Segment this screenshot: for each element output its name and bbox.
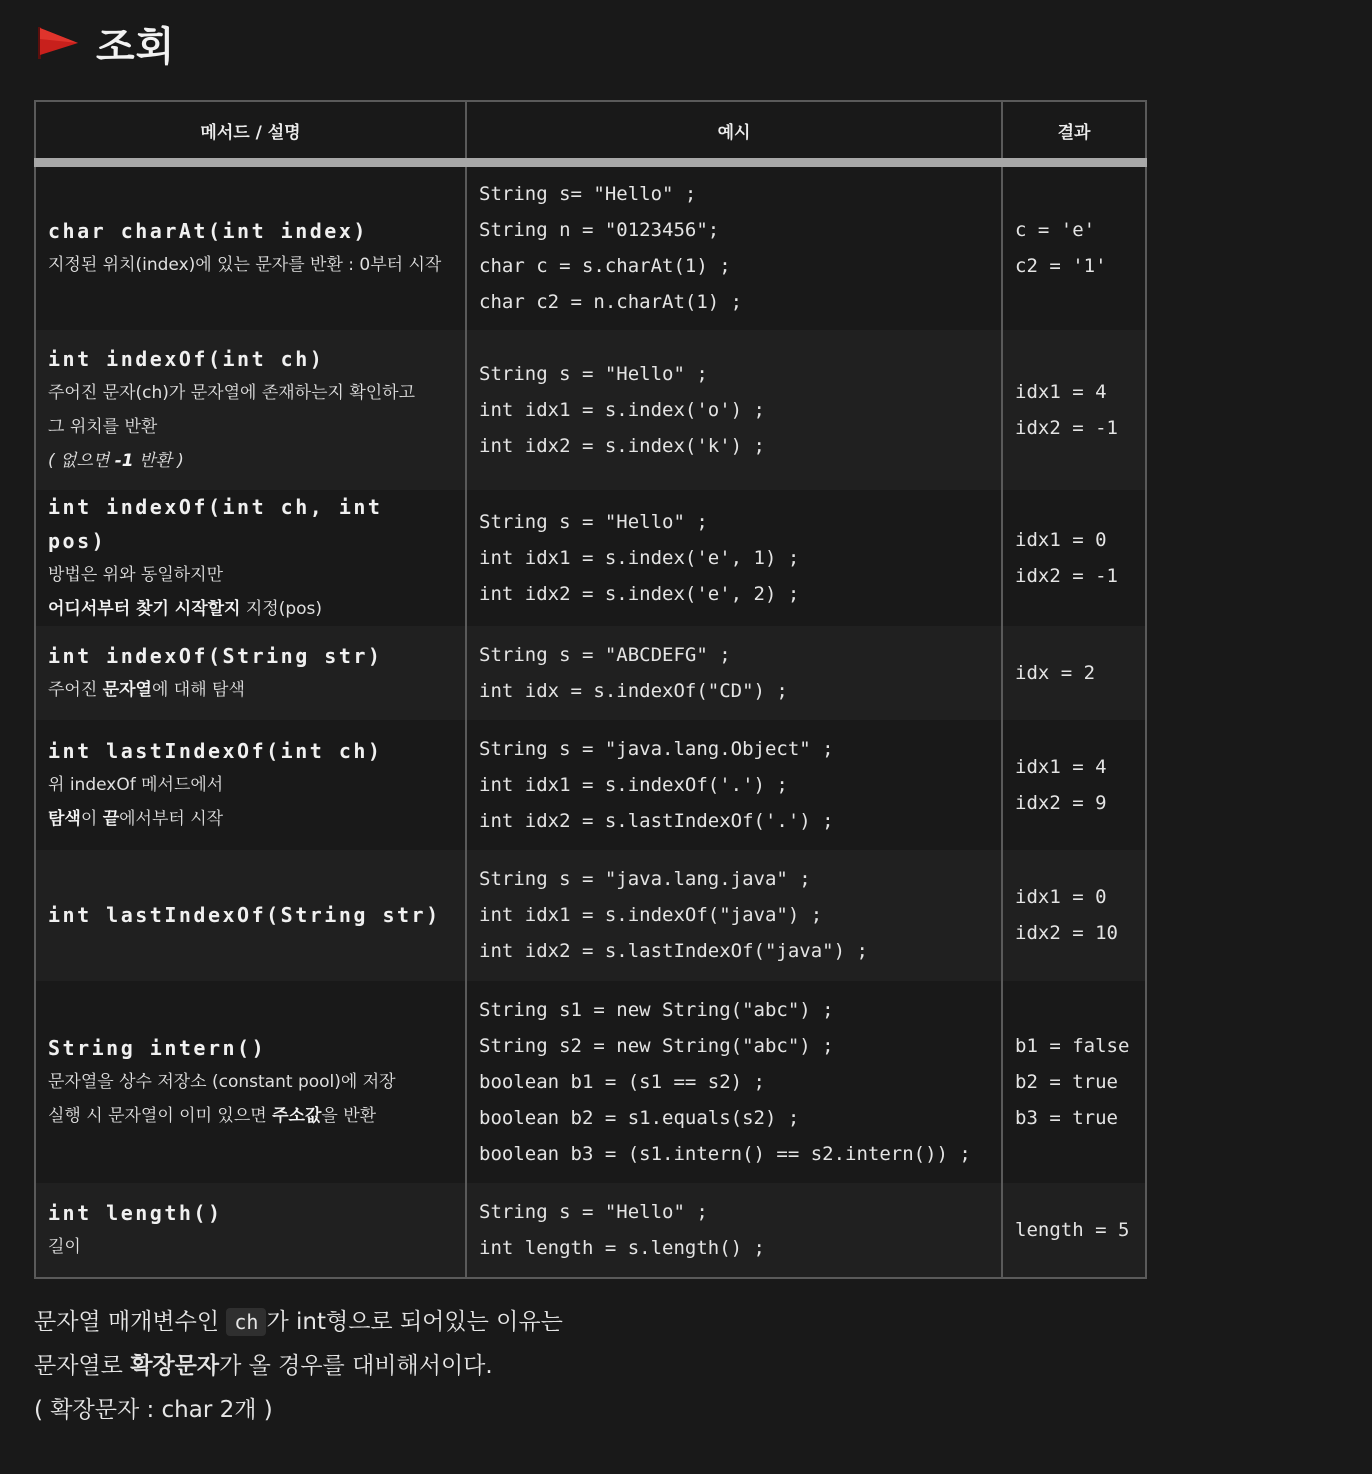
code-line: int idx1 = s.indexOf('.') ; <box>479 773 788 796</box>
result-line: idx2 = -1 <box>1015 416 1118 439</box>
code-line: int idx2 = s.index('k') ; <box>479 434 765 457</box>
method-signature: int lastIndexOf(int ch) <box>48 738 383 763</box>
result-cell <box>1002 850 1146 981</box>
result-line: idx1 = 4 <box>1015 380 1107 403</box>
footer-bold: 확장문자 <box>130 1353 220 1379</box>
header-result: 결과 <box>1002 101 1146 163</box>
method-description: 문자열을 상수 저장소 (constant pool)에 저장 <box>48 1071 396 1092</box>
footer-line <box>34 1300 563 1344</box>
method-signature: String intern() <box>48 1035 267 1060</box>
desc-bold: 주소값 <box>272 1105 322 1126</box>
method-description: 지정된 위치(index)에 있는 문자를 반환 : 0부터 시작 <box>48 255 442 276</box>
code-line: boolean b2 = s1.equals(s2) ; <box>479 1106 800 1129</box>
result-cell <box>1002 626 1146 720</box>
header-method: 메서드 / 설명 <box>35 101 466 163</box>
red-flag-icon <box>36 25 80 61</box>
example-cell <box>466 1183 1002 1278</box>
result-cell <box>1002 163 1146 330</box>
footer-text: 문자열로 <box>34 1353 131 1379</box>
result-line: b3 = true <box>1015 1106 1118 1129</box>
desc-bold: 어디서부터 찾기 시작할지 <box>48 598 241 619</box>
header-example: 예시 <box>466 101 1002 163</box>
code-line: int idx = s.indexOf("CD") ; <box>479 679 788 702</box>
result-cell <box>1002 981 1146 1183</box>
code-line: char c = s.charAt(1) ; <box>479 255 731 278</box>
example-cell <box>466 720 1002 850</box>
method-signature: int indexOf(int ch, int pos) <box>48 494 383 553</box>
method-cell <box>35 330 466 490</box>
result-cell <box>1002 720 1146 850</box>
code-line: String s1 = new String("abc") ; <box>479 998 834 1021</box>
code-line: String s = "Hello" ; <box>479 362 708 385</box>
method-cell <box>35 490 466 626</box>
code-line: int idx2 = s.lastIndexOf("java") ; <box>479 940 868 962</box>
code-line: String s = "java.lang.Object" ; <box>479 737 834 760</box>
desc-post: 에서부터 시작 <box>119 808 224 829</box>
footer-line <box>34 1344 563 1388</box>
result-line: idx2 = -1 <box>1015 564 1118 587</box>
result-line: idx1 = 0 <box>1015 886 1107 908</box>
table-row <box>35 163 1146 330</box>
table-header-row <box>35 101 1146 163</box>
result-line: idx = 2 <box>1015 661 1096 684</box>
method-note <box>48 444 453 478</box>
result-line: idx1 = 0 <box>1015 528 1107 551</box>
page-heading <box>36 18 175 68</box>
page-title: 조회 <box>96 23 176 70</box>
result-cell <box>1002 490 1146 626</box>
code-line: char c2 = n.charAt(1) ; <box>479 291 743 314</box>
method-signature: char charAt(int index) <box>48 219 368 244</box>
method-description: 길이 <box>48 1236 81 1257</box>
example-cell <box>466 850 1002 981</box>
method-description <box>48 802 453 836</box>
result-line: length = 5 <box>1015 1218 1130 1241</box>
code-line: int idx2 = s.index('e', 2) ; <box>479 582 800 605</box>
footer-notes <box>34 1300 563 1432</box>
table-row <box>35 981 1146 1183</box>
result-line: c = 'e' <box>1015 219 1096 242</box>
result-line: idx2 = 10 <box>1015 922 1118 944</box>
desc-mid: 이 <box>80 808 103 829</box>
method-description <box>48 592 453 626</box>
method-signature: int lastIndexOf(String str) <box>48 903 441 927</box>
code-line: int idx1 = s.index('o') ; <box>479 398 765 421</box>
code-line: String s = "java.lang.java" ; <box>479 868 811 890</box>
method-cell <box>35 626 466 720</box>
example-cell <box>466 490 1002 626</box>
example-cell <box>466 163 1002 330</box>
result-line: b2 = true <box>1015 1070 1118 1093</box>
code-line: String n = "0123456"; <box>479 219 720 242</box>
method-description <box>48 673 453 707</box>
desc-bold: 탐색 <box>48 808 81 829</box>
method-signature: int indexOf(int ch) <box>48 346 325 371</box>
result-cell <box>1002 1183 1146 1278</box>
table-row <box>35 626 1146 720</box>
example-cell <box>466 330 1002 490</box>
desc-pre: 주어진 <box>48 679 103 700</box>
code-line: int idx1 = s.index('e', 1) ; <box>479 546 800 569</box>
desc-post: 을 반환 <box>321 1105 377 1126</box>
code-line: String s= "Hello" ; <box>479 183 697 206</box>
table-row <box>35 850 1146 981</box>
desc-bold: 문자열 <box>102 679 152 700</box>
method-description: 위 indexOf 메서드에서 <box>48 774 224 795</box>
method-cell <box>35 163 466 330</box>
code-line: String s = "ABCDEFG" ; <box>479 643 731 666</box>
code-line: int idx1 = s.indexOf("java") ; <box>479 904 823 926</box>
table-row <box>35 720 1146 850</box>
desc-post: 에 대해 탐색 <box>151 679 245 700</box>
desc-pre: 실행 시 문자열이 이미 있으면 <box>48 1105 273 1126</box>
note-close: 반환 ) <box>133 450 184 471</box>
result-line: idx2 = 9 <box>1015 791 1107 814</box>
method-cell <box>35 720 466 850</box>
desc-bold: 끝 <box>102 808 120 829</box>
method-cell <box>35 981 466 1183</box>
code-line: boolean b1 = (s1 == s2) ; <box>479 1070 765 1093</box>
method-cell <box>35 1183 466 1278</box>
desc-rest: 지정(pos) <box>240 598 323 619</box>
example-cell <box>466 626 1002 720</box>
result-line: b1 = false <box>1015 1034 1130 1057</box>
code-line: String s2 = new String("abc") ; <box>479 1034 834 1057</box>
code-line: int idx2 = s.lastIndexOf('.') ; <box>479 809 834 832</box>
code-line: boolean b3 = (s1.intern() == s2.intern()) ; <box>479 1142 971 1165</box>
string-methods-table <box>34 100 1147 1279</box>
method-description <box>48 1099 453 1133</box>
table-row <box>35 490 1146 626</box>
footer-text: 가 올 경우를 대비해서이다. <box>219 1353 493 1379</box>
table-row <box>35 330 1146 490</box>
method-description: 방법은 위와 동일하지만 <box>48 564 224 585</box>
method-signature: int indexOf(String str) <box>48 643 383 668</box>
footer-text: 문자열 매개변수인 <box>34 1309 227 1335</box>
method-signature: int length() <box>48 1200 223 1225</box>
footer-line: ( 확장문자 : char 2개 ) <box>34 1397 273 1423</box>
table-row <box>35 1183 1146 1278</box>
method-description: 그 위치를 반환 <box>48 416 158 437</box>
inline-code: ch <box>226 1308 266 1336</box>
footer-text: 가 int형으로 되어있는 이유는 <box>266 1309 563 1335</box>
code-line: int length = s.length() ; <box>479 1236 765 1259</box>
method-description: 주어진 문자(ch)가 문자열에 존재하는지 확인하고 <box>48 382 416 403</box>
code-line: String s = "Hello" ; <box>479 1200 708 1223</box>
result-cell <box>1002 330 1146 490</box>
note-open: ( 없으면 <box>48 450 115 471</box>
code-line: String s = "Hello" ; <box>479 510 708 533</box>
result-line: c2 = '1' <box>1015 255 1107 278</box>
result-line: idx1 = 4 <box>1015 755 1107 778</box>
note-bold: -1 <box>114 450 134 471</box>
method-cell <box>35 850 466 981</box>
example-cell <box>466 981 1002 1183</box>
